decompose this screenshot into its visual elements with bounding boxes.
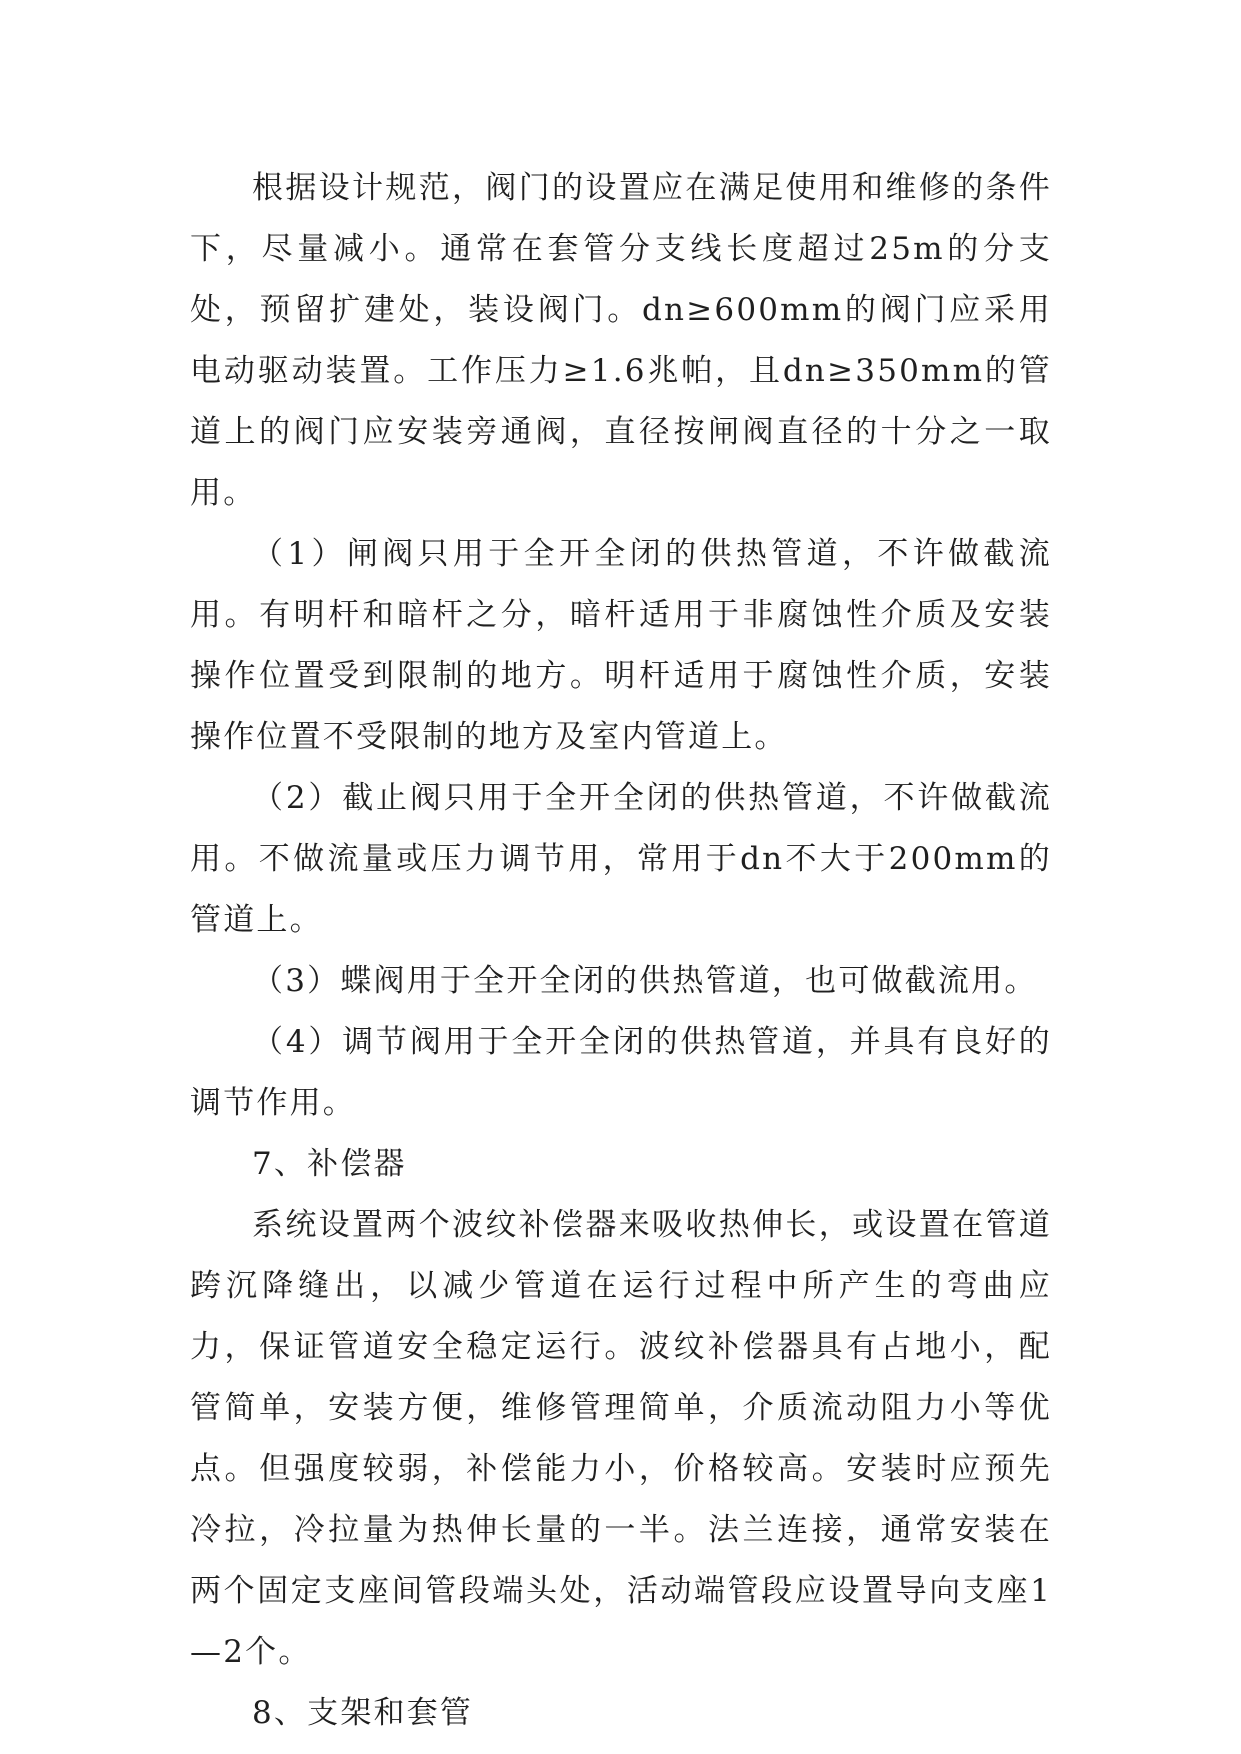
paragraph-gate-valve: （1）闸阀只用于全开全闭的供热管道，不许做截流用。有明杆和暗杆之分，暗杆适用于非腐蚀性介质及安装操作位置受到限制的地方。明杆适用于腐蚀性介质，安装操作位置不受限制的地方及室内管道上。 xyxy=(190,536,1052,755)
paragraph-butterfly-valve: （3）蝶阀用于全开全闭的供热管道，也可做截流用。 xyxy=(252,963,1038,999)
document-body xyxy=(190,158,1052,1744)
section-heading-supports: 8、支架和套管 xyxy=(252,1695,474,1731)
paragraph-valve-design: 根据设计规范，阀门的设置应在满足使用和维修的条件下，尽量减小。通常在套管分支线长度超过25m的分支处，预留扩建处，装设阀门。dn≥600mm的阀门应采用电动驱动装置。工作压力≥1.6兆帕，且dn≥350mm的管道上的阀门应安装旁通阀，直径按闸阀直径的十分之一取用。 xyxy=(190,170,1052,511)
paragraph-globe-valve: （2）截止阀只用于全开全闭的供热管道，不许做截流用。不做流量或压力调节用，常用于dn不大于200mm的管道上。 xyxy=(190,780,1052,938)
paragraph-compensator: 系统设置两个波纹补偿器来吸收热伸长，或设置在管道跨沉降缝出，以减少管道在运行过程中所产生的弯曲应力，保证管道安全稳定运行。波纹补偿器具有占地小，配管简单，安装方便，维修管理简单，介质流动阻力小等优点。但强度较弱，补偿能力小，价格较高。安装时应预先冷拉，冷拉量为热伸长量的一半。法兰连接，通常安装在两个固定支座间管段端头处，活动端管段应设置导向支座1—2个。 xyxy=(190,1207,1052,1670)
paragraph-control-valve: （4）调节阀用于全开全闭的供热管道，并具有良好的调节作用。 xyxy=(190,1024,1052,1121)
section-heading-compensator: 7、补偿器 xyxy=(252,1146,407,1182)
